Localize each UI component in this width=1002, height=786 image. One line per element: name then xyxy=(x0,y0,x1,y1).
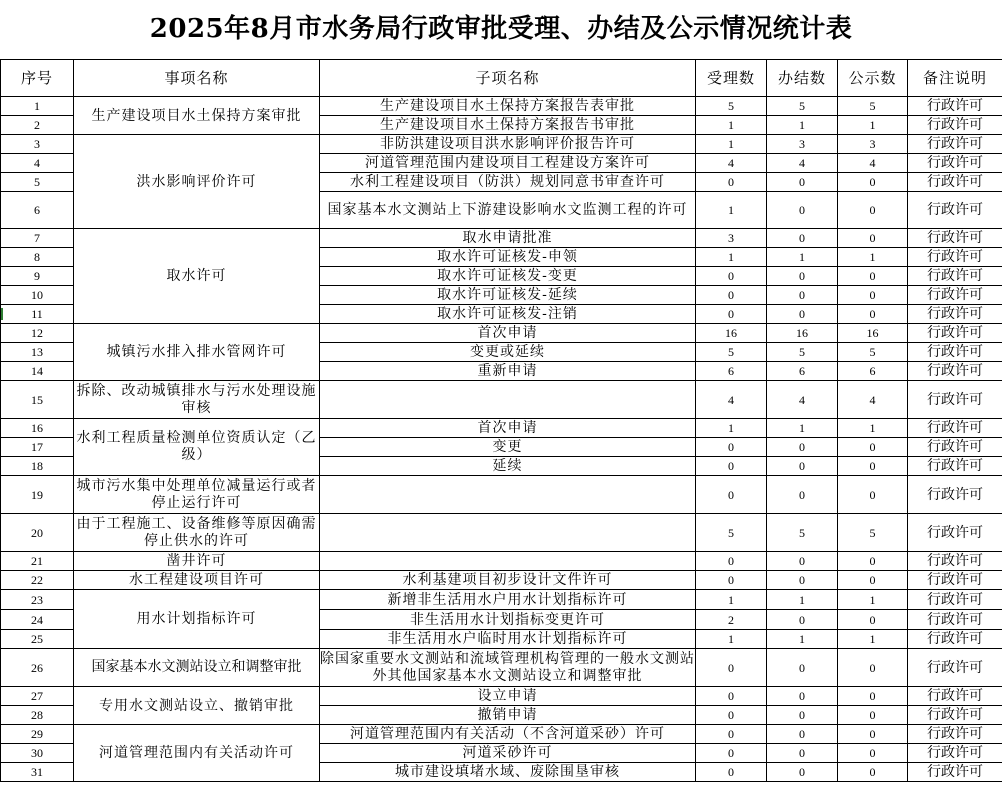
seq-cell: 27 xyxy=(1,687,74,706)
subitem-cell: 水利基建项目初步设计文件许可 xyxy=(320,571,696,590)
seq-cell: 17 xyxy=(1,438,74,457)
accepted-cell: 2 xyxy=(696,610,767,630)
accepted-cell: 0 xyxy=(696,457,767,476)
completed-cell: 5 xyxy=(767,514,838,552)
approval-statistics-table xyxy=(0,59,1002,782)
accepted-cell: 0 xyxy=(696,305,767,324)
published-cell: 0 xyxy=(838,267,908,286)
completed-cell: 0 xyxy=(767,610,838,630)
item-cell: 城镇污水排入排水管网许可 xyxy=(74,324,320,381)
subitem-cell: 除国家重要水文测站和流域管理机构管理的一般水文测站外其他国家基本水文测站设立和调整审批 xyxy=(320,649,696,687)
published-cell: 5 xyxy=(838,514,908,552)
accepted-cell: 3 xyxy=(696,229,767,248)
seq-cell: 23 xyxy=(1,590,74,610)
table-row xyxy=(1,725,1002,744)
accepted-cell: 4 xyxy=(696,381,767,419)
accepted-cell: 0 xyxy=(696,552,767,571)
remark-cell: 行政许可 xyxy=(908,476,1002,514)
table-row xyxy=(1,419,1002,438)
item-cell: 洪水影响评价许可 xyxy=(74,135,320,229)
published-cell: 0 xyxy=(838,706,908,725)
item-cell: 城市污水集中处理单位减量运行或者停止运行许可 xyxy=(74,476,320,514)
published-cell: 0 xyxy=(838,286,908,305)
table-row xyxy=(1,324,1002,343)
seq-cell: 20 xyxy=(1,514,74,552)
published-cell: 0 xyxy=(838,610,908,630)
accepted-cell: 5 xyxy=(696,97,767,116)
remark-cell: 行政许可 xyxy=(908,343,1002,362)
subitem-cell: 重新申请 xyxy=(320,362,696,381)
table-row xyxy=(1,135,1002,154)
subitem-cell: 河道管理范围内有关活动（不含河道采砂）许可 xyxy=(320,725,696,744)
remark-cell: 行政许可 xyxy=(908,706,1002,725)
completed-cell: 5 xyxy=(767,343,838,362)
remark-cell: 行政许可 xyxy=(908,135,1002,154)
accepted-cell: 1 xyxy=(696,192,767,229)
seq-cell: 15 xyxy=(1,381,74,419)
item-cell: 水工程建设项目许可 xyxy=(74,571,320,590)
subitem-cell: 取水申请批准 xyxy=(320,229,696,248)
subitem-cell: 河道采砂许可 xyxy=(320,744,696,763)
subitem-cell xyxy=(320,514,696,552)
subitem-cell: 首次申请 xyxy=(320,419,696,438)
remark-cell: 行政许可 xyxy=(908,116,1002,135)
seq-cell: 25 xyxy=(1,630,74,649)
accepted-cell: 16 xyxy=(696,324,767,343)
header-published: 公示数 xyxy=(838,60,908,97)
remark-cell: 行政许可 xyxy=(908,419,1002,438)
seq-cell: 8 xyxy=(1,248,74,267)
remark-cell: 行政许可 xyxy=(908,514,1002,552)
seq-cell: 3 xyxy=(1,135,74,154)
seq-cell: 18 xyxy=(1,457,74,476)
remark-cell: 行政许可 xyxy=(908,687,1002,706)
page-title: 2025年8月市水务局行政审批受理、办结及公示情况统计表 xyxy=(149,14,853,44)
accepted-cell: 0 xyxy=(696,744,767,763)
subitem-cell: 撤销申请 xyxy=(320,706,696,725)
seq-cell: 28 xyxy=(1,706,74,725)
seq-cell: 11 xyxy=(1,305,74,324)
seq-cell: 7 xyxy=(1,229,74,248)
header-accepted: 受理数 xyxy=(696,60,767,97)
accepted-cell: 1 xyxy=(696,590,767,610)
seq-cell: 1 xyxy=(1,97,74,116)
accepted-cell: 5 xyxy=(696,514,767,552)
header-remark: 备注说明 xyxy=(908,60,1002,97)
subitem-cell xyxy=(320,381,696,419)
subitem-cell xyxy=(320,476,696,514)
published-cell: 0 xyxy=(838,457,908,476)
remark-cell: 行政许可 xyxy=(908,571,1002,590)
table-row xyxy=(1,552,1002,571)
accepted-cell: 5 xyxy=(696,343,767,362)
published-cell: 16 xyxy=(838,324,908,343)
table-row xyxy=(1,687,1002,706)
item-cell: 由于工程施工、设备维修等原因确需停止供水的许可 xyxy=(74,514,320,552)
completed-cell: 0 xyxy=(767,552,838,571)
subitem-cell: 变更或延续 xyxy=(320,343,696,362)
published-cell: 1 xyxy=(838,419,908,438)
published-cell: 0 xyxy=(838,229,908,248)
remark-cell: 行政许可 xyxy=(908,192,1002,229)
subitem-cell: 首次申请 xyxy=(320,324,696,343)
seq-cell: 6 xyxy=(1,192,74,229)
seq-cell: 2 xyxy=(1,116,74,135)
accepted-cell: 4 xyxy=(696,154,767,173)
subitem-cell: 新增非生活用水户用水计划指标许可 xyxy=(320,590,696,610)
table-row xyxy=(1,571,1002,590)
header-seq: 序号 xyxy=(1,60,74,97)
accepted-cell: 0 xyxy=(696,267,767,286)
subitem-cell xyxy=(320,552,696,571)
seq-cell: 9 xyxy=(1,267,74,286)
completed-cell: 1 xyxy=(767,419,838,438)
remark-cell: 行政许可 xyxy=(908,744,1002,763)
remark-cell: 行政许可 xyxy=(908,725,1002,744)
completed-cell: 1 xyxy=(767,630,838,649)
seq-cell: 29 xyxy=(1,725,74,744)
subitem-cell: 变更 xyxy=(320,438,696,457)
item-cell: 凿井许可 xyxy=(74,552,320,571)
subitem-cell: 水利工程建设项目（防洪）规划同意书审查许可 xyxy=(320,173,696,192)
accepted-cell: 6 xyxy=(696,362,767,381)
remark-cell: 行政许可 xyxy=(908,324,1002,343)
published-cell: 0 xyxy=(838,763,908,782)
subitem-cell: 设立申请 xyxy=(320,687,696,706)
remark-cell: 行政许可 xyxy=(908,381,1002,419)
published-cell: 0 xyxy=(838,744,908,763)
accepted-cell: 0 xyxy=(696,687,767,706)
completed-cell: 0 xyxy=(767,649,838,687)
remark-cell: 行政许可 xyxy=(908,649,1002,687)
header-item: 事项名称 xyxy=(74,60,320,97)
published-cell: 0 xyxy=(838,552,908,571)
remark-cell: 行政许可 xyxy=(908,248,1002,267)
table-row xyxy=(1,381,1002,419)
table-row xyxy=(1,514,1002,552)
accepted-cell: 0 xyxy=(696,438,767,457)
seq-cell: 30 xyxy=(1,744,74,763)
published-cell: 3 xyxy=(838,135,908,154)
published-cell: 0 xyxy=(838,192,908,229)
subitem-cell: 取水许可证核发-注销 xyxy=(320,305,696,324)
accepted-cell: 0 xyxy=(696,571,767,590)
accepted-cell: 0 xyxy=(696,476,767,514)
published-cell: 4 xyxy=(838,154,908,173)
subitem-cell: 生产建设项目水土保持方案报告书审批 xyxy=(320,116,696,135)
remark-cell: 行政许可 xyxy=(908,97,1002,116)
subitem-cell: 非生活用水户临时用水计划指标许可 xyxy=(320,630,696,649)
published-cell: 1 xyxy=(838,248,908,267)
remark-cell: 行政许可 xyxy=(908,590,1002,610)
published-cell: 0 xyxy=(838,571,908,590)
completed-cell: 0 xyxy=(767,706,838,725)
seq-cell: 10 xyxy=(1,286,74,305)
remark-cell: 行政许可 xyxy=(908,229,1002,248)
table-row xyxy=(1,97,1002,116)
accepted-cell: 0 xyxy=(696,173,767,192)
published-cell: 4 xyxy=(838,381,908,419)
completed-cell: 0 xyxy=(767,725,838,744)
completed-cell: 4 xyxy=(767,381,838,419)
published-cell: 0 xyxy=(838,649,908,687)
completed-cell: 1 xyxy=(767,248,838,267)
item-cell: 专用水文测站设立、撤销审批 xyxy=(74,687,320,725)
seq-cell: 16 xyxy=(1,419,74,438)
published-cell: 0 xyxy=(838,305,908,324)
published-cell: 0 xyxy=(838,438,908,457)
seq-cell: 14 xyxy=(1,362,74,381)
seq-cell: 12 xyxy=(1,324,74,343)
seq-cell: 22 xyxy=(1,571,74,590)
completed-cell: 0 xyxy=(767,229,838,248)
table-row xyxy=(1,476,1002,514)
item-cell: 用水计划指标许可 xyxy=(74,590,320,649)
seq-cell: 4 xyxy=(1,154,74,173)
completed-cell: 0 xyxy=(767,763,838,782)
published-cell: 0 xyxy=(838,476,908,514)
seq-cell: 24 xyxy=(1,610,74,630)
published-cell: 1 xyxy=(838,630,908,649)
seq-cell: 19 xyxy=(1,476,74,514)
accepted-cell: 1 xyxy=(696,419,767,438)
accepted-cell: 1 xyxy=(696,135,767,154)
completed-cell: 0 xyxy=(767,305,838,324)
header-subitem: 子项名称 xyxy=(320,60,696,97)
remark-cell: 行政许可 xyxy=(908,610,1002,630)
completed-cell: 3 xyxy=(767,135,838,154)
table-row xyxy=(1,649,1002,687)
accepted-cell: 0 xyxy=(696,649,767,687)
published-cell: 1 xyxy=(838,590,908,610)
completed-cell: 1 xyxy=(767,116,838,135)
published-cell: 0 xyxy=(838,725,908,744)
accepted-cell: 0 xyxy=(696,706,767,725)
completed-cell: 0 xyxy=(767,687,838,706)
subitem-cell: 非生活用水计划指标变更许可 xyxy=(320,610,696,630)
item-cell: 河道管理范围内有关活动许可 xyxy=(74,725,320,782)
item-cell: 拆除、改动城镇排水与污水处理设施审核 xyxy=(74,381,320,419)
subitem-cell: 取水许可证核发-变更 xyxy=(320,267,696,286)
remark-cell: 行政许可 xyxy=(908,630,1002,649)
item-cell: 国家基本水文测站设立和调整审批 xyxy=(74,649,320,687)
remark-cell: 行政许可 xyxy=(908,154,1002,173)
published-cell: 0 xyxy=(838,173,908,192)
completed-cell: 1 xyxy=(767,590,838,610)
accepted-cell: 0 xyxy=(696,763,767,782)
table-row xyxy=(1,229,1002,248)
seq-cell: 21 xyxy=(1,552,74,571)
remark-cell: 行政许可 xyxy=(908,305,1002,324)
header-completed: 办结数 xyxy=(767,60,838,97)
completed-cell: 0 xyxy=(767,192,838,229)
completed-cell: 6 xyxy=(767,362,838,381)
table-row xyxy=(1,590,1002,610)
subitem-cell: 取水许可证核发-申领 xyxy=(320,248,696,267)
completed-cell: 0 xyxy=(767,438,838,457)
subitem-cell: 国家基本水文测站上下游建设影响水文监测工程的许可 xyxy=(320,192,696,229)
published-cell: 6 xyxy=(838,362,908,381)
accepted-cell: 0 xyxy=(696,725,767,744)
accepted-cell: 1 xyxy=(696,116,767,135)
completed-cell: 5 xyxy=(767,97,838,116)
completed-cell: 0 xyxy=(767,286,838,305)
remark-cell: 行政许可 xyxy=(908,552,1002,571)
remark-cell: 行政许可 xyxy=(908,362,1002,381)
published-cell: 5 xyxy=(838,343,908,362)
completed-cell: 0 xyxy=(767,173,838,192)
published-cell: 5 xyxy=(838,97,908,116)
subitem-cell: 河道管理范围内建设项目工程建设方案许可 xyxy=(320,154,696,173)
remark-cell: 行政许可 xyxy=(908,457,1002,476)
accepted-cell: 1 xyxy=(696,630,767,649)
completed-cell: 0 xyxy=(767,457,838,476)
subitem-cell: 生产建设项目水土保持方案报告表审批 xyxy=(320,97,696,116)
published-cell: 1 xyxy=(838,116,908,135)
item-cell: 取水许可 xyxy=(74,229,320,324)
completed-cell: 0 xyxy=(767,476,838,514)
seq-cell: 31 xyxy=(1,763,74,782)
seq-cell: 5 xyxy=(1,173,74,192)
subitem-cell: 延续 xyxy=(320,457,696,476)
subitem-cell: 非防洪建设项目洪水影响评价报告许可 xyxy=(320,135,696,154)
completed-cell: 4 xyxy=(767,154,838,173)
remark-cell: 行政许可 xyxy=(908,267,1002,286)
completed-cell: 0 xyxy=(767,744,838,763)
remark-cell: 行政许可 xyxy=(908,763,1002,782)
accepted-cell: 0 xyxy=(696,286,767,305)
item-cell: 生产建设项目水土保持方案审批 xyxy=(74,97,320,135)
remark-cell: 行政许可 xyxy=(908,286,1002,305)
completed-cell: 16 xyxy=(767,324,838,343)
accepted-cell: 1 xyxy=(696,248,767,267)
completed-cell: 0 xyxy=(767,267,838,286)
item-cell: 水利工程质量检测单位资质认定（乙级） xyxy=(74,419,320,476)
subitem-cell: 取水许可证核发-延续 xyxy=(320,286,696,305)
completed-cell: 0 xyxy=(767,571,838,590)
seq-cell: 26 xyxy=(1,649,74,687)
remark-cell: 行政许可 xyxy=(908,438,1002,457)
remark-cell: 行政许可 xyxy=(908,173,1002,192)
table-header-row xyxy=(1,60,1002,97)
subitem-cell: 城市建设填堵水域、废除围垦审核 xyxy=(320,763,696,782)
seq-cell: 13 xyxy=(1,343,74,362)
published-cell: 0 xyxy=(838,687,908,706)
